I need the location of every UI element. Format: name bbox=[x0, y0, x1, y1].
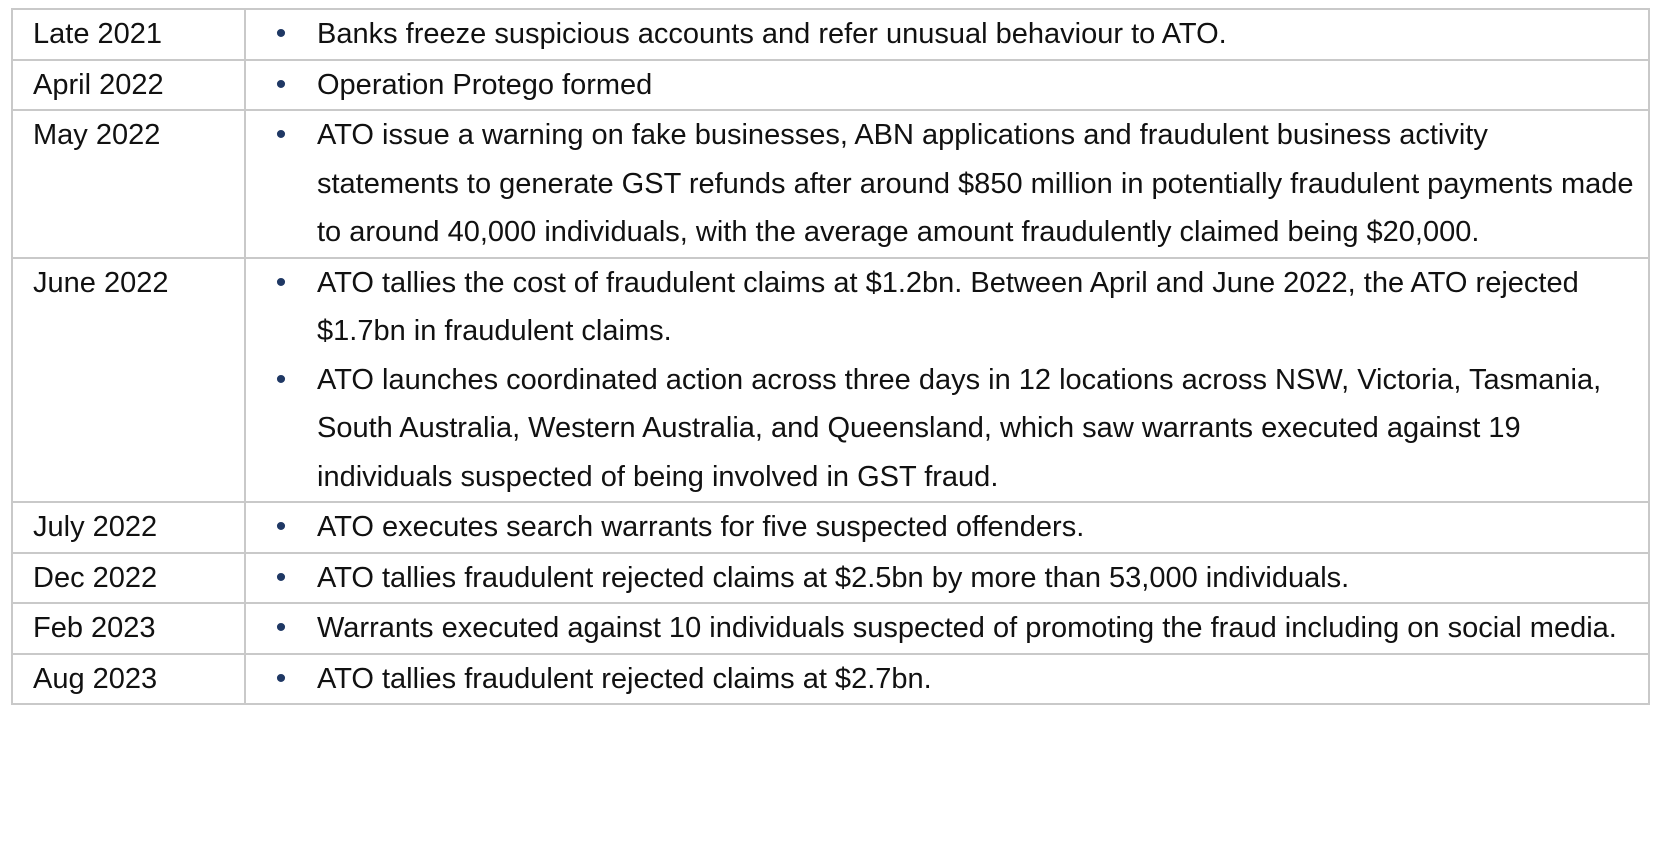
event-text: ATO launches coordinated action across three days in 12 locations across NSW, Victoria, Tasmania, South Australia, Western Australia, and Queensland, which saw warrants executed against 19 individuals suspected of being involved in GST fraud. bbox=[317, 363, 1602, 493]
events-cell bbox=[245, 258, 1649, 503]
event-item bbox=[246, 655, 1636, 704]
bullet-icon: • bbox=[275, 67, 287, 101]
table-row bbox=[12, 9, 1649, 60]
bullet-icon: • bbox=[275, 510, 287, 543]
table-row bbox=[12, 553, 1649, 604]
event-text: ATO tallies fraudulent rejected claims at $2.7bn. bbox=[317, 662, 932, 695]
event-item bbox=[246, 356, 1636, 502]
table-row bbox=[12, 258, 1649, 503]
events-cell bbox=[245, 60, 1649, 111]
table-row bbox=[12, 110, 1649, 258]
events-cell bbox=[245, 502, 1649, 553]
date-cell: Aug 2023 bbox=[12, 654, 245, 705]
events-cell bbox=[245, 603, 1649, 654]
date-cell: Late 2021 bbox=[12, 9, 245, 60]
bullet-icon: • bbox=[275, 611, 287, 644]
bullet-icon: • bbox=[275, 362, 287, 396]
event-item bbox=[246, 259, 1636, 356]
date-cell: April 2022 bbox=[12, 60, 245, 111]
timeline-table bbox=[11, 8, 1650, 705]
event-text: ATO tallies the cost of fraudulent claims at $1.2bn. Between April and June 2022, the ATO rejected $1.7bn in fraudulent claims. bbox=[317, 266, 1579, 347]
events-cell bbox=[245, 553, 1649, 604]
event-text: ATO issue a warning on fake businesses, ABN applications and fraudulent business activity statements to generate GST refunds after around $850 million in potentially fraudulent payments made to around 40,000 individuals, with the average amount fraudulently claimed being $20,000. bbox=[317, 119, 1634, 248]
bullet-icon: • bbox=[275, 560, 287, 594]
events-cell bbox=[245, 110, 1649, 258]
date-cell: Dec 2022 bbox=[12, 553, 245, 604]
timeline-body bbox=[12, 9, 1649, 704]
event-text: Operation Protego formed bbox=[317, 68, 653, 101]
event-item bbox=[246, 604, 1636, 653]
date-cell: Feb 2023 bbox=[12, 603, 245, 654]
bullet-icon: • bbox=[275, 118, 287, 151]
event-text: ATO tallies fraudulent rejected claims at $2.5bn by more than 53,000 individuals. bbox=[317, 561, 1350, 594]
table-row bbox=[12, 60, 1649, 111]
bullet-icon: • bbox=[275, 661, 287, 695]
event-item bbox=[246, 503, 1636, 552]
bullet-icon: • bbox=[275, 17, 287, 50]
bullet-icon: • bbox=[275, 265, 287, 299]
date-cell: July 2022 bbox=[12, 502, 245, 553]
events-cell bbox=[245, 654, 1649, 705]
event-text: Warrants executed against 10 individuals suspected of promoting the fraud including on social media. bbox=[317, 612, 1617, 644]
table-row bbox=[12, 502, 1649, 553]
event-item bbox=[246, 554, 1636, 603]
event-text: Banks freeze suspicious accounts and refer unusual behaviour to ATO. bbox=[317, 18, 1227, 50]
table-row bbox=[12, 603, 1649, 654]
event-item bbox=[246, 111, 1636, 257]
events-cell bbox=[245, 9, 1649, 60]
event-item bbox=[246, 10, 1636, 59]
table-row bbox=[12, 654, 1649, 705]
date-cell: May 2022 bbox=[12, 110, 245, 258]
event-item bbox=[246, 61, 1636, 110]
event-text: ATO executes search warrants for five suspected offenders. bbox=[317, 511, 1085, 543]
date-cell: June 2022 bbox=[12, 258, 245, 503]
